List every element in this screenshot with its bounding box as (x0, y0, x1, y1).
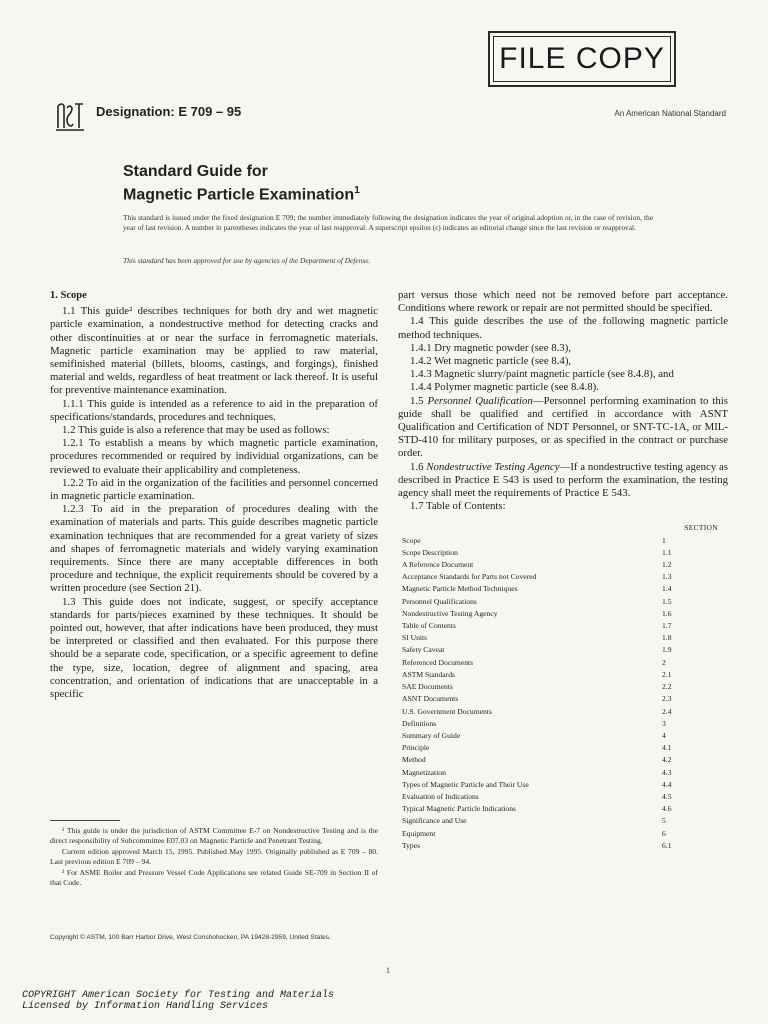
toc-label: ASNT Documents (402, 694, 459, 704)
paragraph-1-6 (398, 461, 728, 501)
toc-label: Referenced Documents (402, 657, 474, 667)
paragraph-1-2-3: 1.2.3 To aid in the preparation of procedures dealing with the examination of materials and parts. This guide describes magnetic particle examination techniques that are recommended for a great variety of sizes and shapes of ferromagnetic materials and widely varying examination requirements. Since there are many acceptable differences in both procedure and technique, the explicit requirements should be covered by a written procedure (see Section 21). (50, 503, 378, 595)
title-footnote-ref: 1 (354, 185, 360, 196)
astm-logo (52, 98, 88, 134)
paragraph-1-1: 1.1 This guide² describes techniques for both dry and wet magnetic particle examination, a nondestructive method for detecting cracks and other discontinuities at or near the surface in ferromagnetic materials. Magnetic particle examination may be applied to raw material, semifinished material (billets, blooms, castings, and forgings), finished material and welds, regardless of heat treatment or lack thereof. It is useful for preventive maintenance examination. (50, 305, 378, 397)
toc-section-number: 6 (662, 828, 666, 838)
toc-label: ASTM Standards (402, 669, 455, 679)
toc-section-number: 3 (662, 718, 666, 728)
table-of-contents (398, 535, 728, 852)
toc-row (398, 815, 728, 827)
paragraph-1-6-text: —If a nondestructive testing agency as described in Practice E 543 is used to perform the examination, the testing agency shall meet the requirements of Practice E 543. (398, 460, 728, 500)
designation-notice: This standard is issued under the fixed designation E 709; the number immediately following the designation indicates the year of original adoption or, in the case of revision, the year of last revision. A number in parentheses indicates the year of last reapproval. A superscript epsilon (ε) indicates an editorial change since the last revision or reapproval. (123, 213, 653, 232)
paragraph-1-5-text: —Personnel performing examination to this guide shall be qualified and certified in accordance with ASNT Qualification and Certification of NDT Personnel, or SNT-TC-1A, or MIL-STD-410 for military purposes, or as specified in the contract or purchase order. (398, 394, 728, 460)
toc-row (398, 706, 728, 718)
bottom-copyright (22, 990, 334, 1012)
toc-row (398, 559, 728, 571)
toc-row (398, 535, 728, 547)
toc-label: Significance and Use (402, 816, 467, 826)
standard-type: An American National Standard (614, 109, 726, 118)
toc-label: Types of Magnetic Particle and Their Use (402, 779, 529, 789)
paragraph-1-4-3: 1.4.3 Magnetic slurry/paint magnetic particle (see 8.4.8), and (410, 368, 674, 381)
toc-row (398, 571, 728, 583)
file-copy-stamp (488, 31, 676, 87)
toc-section-number: 1.5 (662, 596, 672, 606)
toc-row (398, 803, 728, 815)
toc-row (398, 828, 728, 840)
paragraph-1-2-2: 1.2.2 To aid in the organization of the facilities and personnel concerned in magnetic particle examination. (50, 476, 378, 503)
left-column (50, 289, 378, 701)
toc-label: Magnetization (402, 767, 446, 777)
toc-label: Summary of Guide (402, 730, 461, 740)
footnote-rule (50, 820, 120, 821)
paragraph-1-2-1: 1.2.1 To establish a means by which magnetic particle examination, procedures recommended or required by individual organizations, can be reviewed to evaluate their applicability and completeness. (50, 437, 378, 476)
toc-section-number: 1.1 (662, 547, 672, 557)
toc-label: Equipment (402, 828, 436, 838)
toc-section-number: 4.6 (662, 804, 672, 814)
footnote-1-edition: Current edition approved March 15, 1995. Published May 1995. Originally published as E 709 – 80. Last previous edition E 709 – 94. (50, 846, 378, 867)
designation: Designation: E 709 – 95 (96, 104, 242, 119)
toc-section-number: 2 (662, 657, 666, 667)
toc-label: Principle (402, 743, 430, 753)
toc-row (398, 596, 728, 608)
toc-row (398, 754, 728, 766)
toc-section-number: 6.1 (662, 840, 672, 850)
toc-label: Nondestructive Testing Agency (402, 608, 498, 618)
paragraph-1-6-number: 1.6 (410, 460, 424, 473)
toc-row (398, 632, 728, 644)
toc-row (398, 669, 728, 681)
footnote-2: ² For ASME Boiler and Pressure Vessel Code Applications see related Guide SE-709 in Section II of that Code. (50, 867, 378, 888)
toc-label: Safety Caveat (402, 645, 445, 655)
toc-section-number: 4.4 (662, 779, 672, 789)
toc-section-number: 2.3 (662, 694, 672, 704)
toc-section-number: 2.4 (662, 706, 672, 716)
toc-section-number: 1.2 (662, 560, 672, 570)
toc-row (398, 718, 728, 730)
toc-row (398, 742, 728, 754)
toc-section-number: 1.4 (662, 584, 672, 594)
toc-row (398, 547, 728, 559)
title-line-2: Magnetic Particle Examination (123, 186, 355, 204)
toc-label: Magnetic Particle Method Techniques (402, 584, 518, 594)
toc-section-number: 4.5 (662, 791, 672, 801)
document-title (123, 162, 360, 204)
toc-label: A Reference Document (402, 560, 474, 570)
toc-label: Personnel Qualifications (402, 596, 477, 606)
toc-section-number: 1 (662, 535, 666, 545)
copyright-line: Copyright © ASTM, 100 Barr Harbor Drive, West Conshohocken, PA 19428-2959, United States. (50, 934, 331, 941)
toc-row (398, 608, 728, 620)
paragraph-1-4-1: 1.4.1 Dry magnetic powder (see 8.3), (410, 341, 572, 354)
paragraph-1-3: 1.3 This guide does not indicate, suggest, or specify acceptance standards for parts/pieces examined by these techniques. It should be pointed out, however, that after indications have been produced, they must be interpreted or classified and then evaluated. For this purpose there should be a separate code, specification, or a specific agreement to define the type, size, location, degree of alignment and spacing, area concentration, and orientation of indications that are unacceptable in a specific (50, 595, 378, 701)
toc-section-number: 4.3 (662, 767, 672, 777)
paragraph-1-6-title: Nondestructive Testing Agency (426, 460, 560, 473)
toc-row (398, 583, 728, 595)
paragraph-1-2: 1.2 This guide is also a reference that may be used as follows: (62, 424, 330, 437)
toc-row (398, 767, 728, 779)
toc-label: Scope (402, 535, 421, 545)
paragraph-1-1-1: 1.1.1 This guide is intended as a reference to aid in the preparation of specifications/standards, procedures and techniques. (50, 397, 378, 423)
toc-label: Types (402, 840, 421, 850)
paragraph-1-4-2: 1.4.2 Wet magnetic particle (see 8.4), (410, 355, 572, 368)
paragraph-1-5-number: 1.5 (410, 394, 424, 407)
toc-label: U.S. Government Documents (402, 706, 492, 716)
right-column (398, 289, 728, 852)
toc-label: Scope Description (402, 547, 458, 557)
footnote-1: ¹ This guide is under the jurisdiction of ASTM Committee E-7 on Nondestructive Testing and is the direct responsibility of Subcommittee E07.03 on Magnetic Particle and Penetrant Testing. (50, 826, 378, 846)
toc-label: Typical Magnetic Particle Indications (402, 804, 516, 814)
toc-section-number: 2.2 (662, 682, 672, 692)
dod-approval-note: This standard has been approved for use by agencies of the Department of Defense. (123, 256, 371, 265)
paragraph-1-5 (398, 395, 728, 461)
toc-label: Table of Contents (402, 621, 456, 631)
paragraph-1-3-continued: part versus those which need not be removed before part acceptance. Conditions where rework or repair are not permitted should be specified. (398, 289, 728, 315)
toc-section-number: 2.1 (662, 669, 672, 679)
toc-section-number: 1.6 (662, 608, 672, 618)
toc-section-heading: SECTION (684, 523, 718, 533)
toc-row (398, 644, 728, 656)
scope-heading: 1. Scope (50, 290, 87, 301)
paragraph-1-4: 1.4 This guide describes the use of the following magnetic particle method techniques. (398, 315, 728, 341)
toc-section-number: 1.7 (662, 621, 672, 631)
toc-label: Acceptance Standards for Parts not Covered (402, 572, 537, 582)
toc-section-number: 1.8 (662, 633, 672, 643)
toc-row (398, 620, 728, 632)
toc-section-number: 4.1 (662, 743, 672, 753)
toc-row (398, 840, 728, 852)
title-line-1: Standard Guide for (123, 163, 268, 180)
toc-label: Definitions (402, 718, 437, 728)
bottom-copyright-line-1: COPYRIGHT American Society for Testing and Materials (22, 990, 335, 1001)
paragraph-1-5-title: Personnel Qualification (427, 394, 533, 407)
toc-row (398, 657, 728, 669)
toc-section-number: 1.3 (662, 572, 672, 582)
toc-label: SAE Documents (402, 682, 453, 692)
toc-section-number: 4.2 (662, 755, 672, 765)
paragraph-1-4-4: 1.4.4 Polymer magnetic particle (see 8.4.8). (410, 381, 599, 394)
bottom-copyright-line-2: Licensed by Information Handling Services (22, 1001, 269, 1012)
toc-label: SI Units (402, 633, 428, 643)
toc-row (398, 730, 728, 742)
toc-section-number: 4 (662, 730, 666, 740)
toc-section-number: 1.9 (662, 645, 672, 655)
page-number: 1 (386, 966, 390, 975)
toc-section-number: 5 (662, 816, 666, 826)
toc-label: Method (402, 755, 426, 765)
toc-row (398, 779, 728, 791)
stamp-text: FILE COPY (493, 36, 671, 82)
footnotes (50, 826, 378, 888)
toc-label: Evaluation of Indications (402, 791, 479, 801)
toc-row (398, 791, 728, 803)
toc-row (398, 693, 728, 705)
paragraph-1-7: 1.7 Table of Contents: (410, 500, 506, 513)
toc-row (398, 681, 728, 693)
